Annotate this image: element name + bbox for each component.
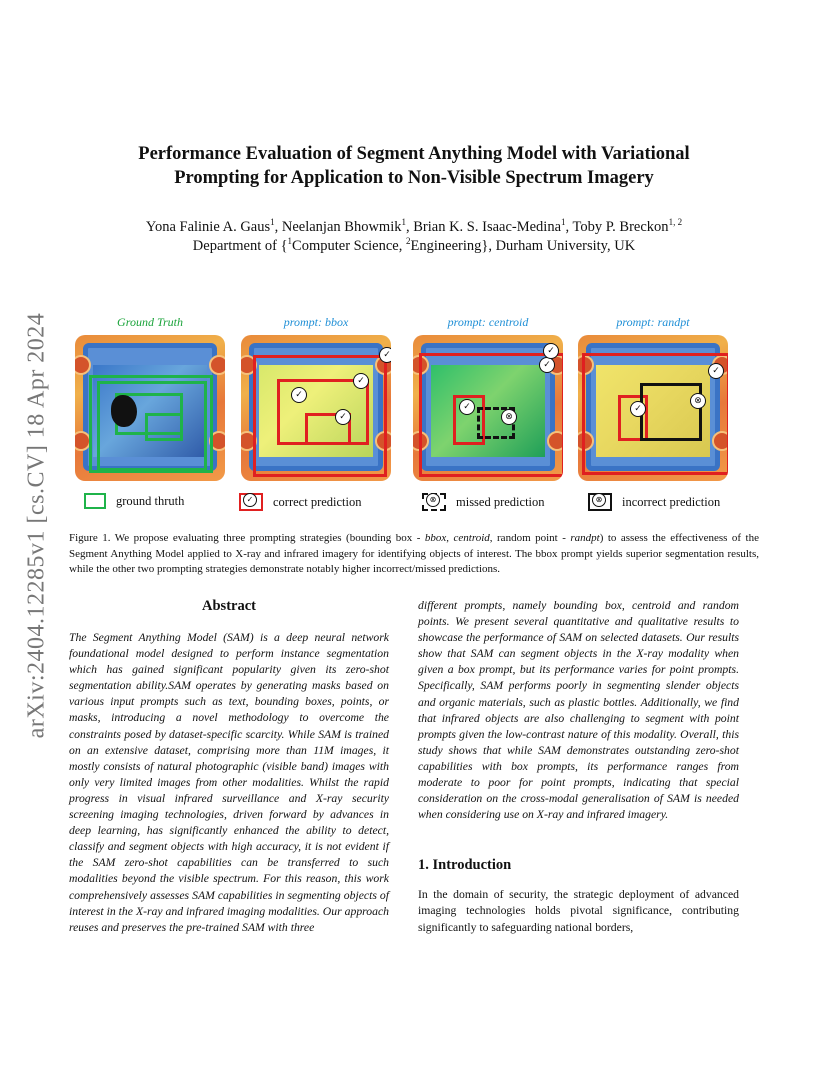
header-ground-truth: Ground Truth	[117, 315, 183, 329]
header-centroid: prompt: centroid	[447, 315, 529, 329]
header-randpt: prompt: randpt	[616, 315, 690, 329]
abstract-text-left: The Segment Anything Model (SAM) is a deep neural network foundational model designed to perform instance segmentation which has gained significant popularity given its zero-shot segmentation ability.SAM operates by generating masks based on various input prompts such as text, bounding boxes, points, or masks, introducing a novel methodology to overcome the constraints posed by dataset-specific scarcity. While SAM is trained on an extensive dataset, comprising more than 11M images, it mostly consists of natural photographic (visible band) images with only very limited images from other modalities. Whilst the rapid progress in visual infrared surveillance and X-ray security screening imaging technologies, driven forward by advances in deep learning, has significantly enhanced the ability to detect, classify and segment objects with high accuracy, it is not evident if the SAM zero-shot capabilities can be transferred to such modalities beyond the visible spectrum. For this reason, this work comprehensively assesses SAM capabilities in segmenting objects of interest in the X-ray and infrared imaging modalities. Our approach reuses and preserves the pre-trained SAM with three	[69, 631, 389, 934]
paper-title	[70, 142, 758, 190]
abstract-heading: Abstract	[202, 598, 256, 614]
introduction-text: In the domain of security, the strategic deployment of advanced imaging technologies holds pivotal significance, contributing significantly to safeguarding national borders,	[418, 888, 739, 934]
left-column	[69, 598, 389, 936]
affiliation: Department of {$^1$Computer Science, $^2$Engineering}, Durham University, UK	[192, 236, 636, 254]
xray-panel-ground-truth	[75, 335, 225, 481]
right-column	[418, 598, 739, 947]
legend-missed: ⊗ missed prediction	[422, 493, 545, 511]
checkmark-icon: ✓	[239, 493, 263, 511]
author-list: Yona Falinie A. Gaus$^1$, Neelanjan Bhowmik$^1$, Brian K. S. Isaac-Medina$^1$, Toby P. Breckon$^{1, 2}$	[145, 217, 683, 235]
figure-caption: Figure 1. We propose evaluating three prompting strategies (bounding box - bbox, centroid, random point - randpt) to assess the effectiveness of the Segment Anything Model applied to X-ray and infrared imagery for identifying objects of interest. The bbox prompt yields superior segmentation results, while the other two prompting strategies demonstrate notably higher incorrect/missed predictions.	[69, 532, 759, 575]
title-line-1: Performance Evaluation of Segment Anything Model with Variational	[138, 144, 690, 164]
xray-panel-centroid: ✓ ✓ ✓ ⊗	[413, 335, 563, 481]
xray-panel-bbox: ✓ ✓ ✓ ✓	[241, 335, 391, 481]
legend-incorrect: ⊗ incorrect prediction	[588, 493, 720, 511]
cross-circle-icon: ⊗	[422, 493, 446, 511]
introduction-heading: 1. Introduction	[418, 857, 512, 874]
arxiv-stamp: arXiv:2404.12285v1 [cs.CV] 18 Apr 2024	[23, 312, 50, 738]
authors-block	[70, 218, 758, 256]
abstract-text-right: different prompts, namely bounding box, centroid and random points. We present several quantitative and qualitative results to showcase the performance of SAM on selected datasets. Our results show that SAM can segment objects in the X-ray modality when given a box prompt, but its performance varies for point prompts. Specifically, SAM performs poorly in segmenting slender objects and organic materials, such as plastic bottles. Additionally, we find that infrared objects are also challenging to segment with point prompts given the low-contrast nature of this modality. Overall, this study shows that while SAM demonstrates outstanding zero-shot capabilities with box prompts, its performance ranges from moderate to poor for point prompts, indicating that special consideration on the cross-modal generalisation of SAM is needed when considering use on X-ray and infrared imagery.	[418, 599, 739, 822]
header-bbox: prompt: bbox	[283, 315, 349, 329]
green-box-icon	[84, 493, 106, 509]
xray-panel-randpt: ✓ ⊗ ✓	[578, 335, 728, 481]
cross-circle-icon: ⊗	[588, 493, 612, 511]
title-line-2: Prompting for Application to Non-Visible Spectrum Imagery	[174, 168, 654, 188]
legend-correct: ✓ correct prediction	[239, 493, 362, 511]
legend-ground-truth: ground thruth	[84, 493, 184, 509]
